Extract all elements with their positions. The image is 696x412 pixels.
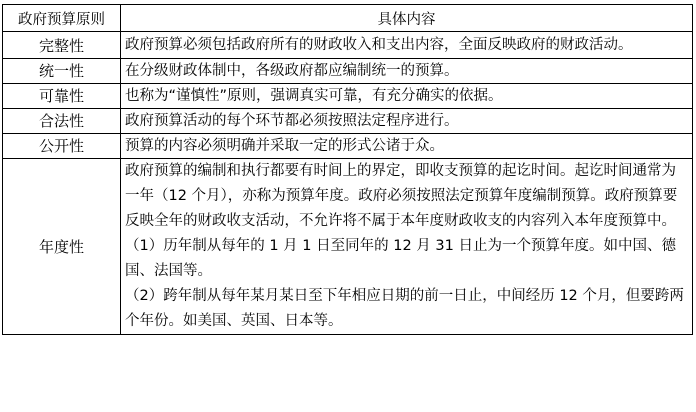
table-row-reliability — [3, 84, 693, 109]
content-cell: 也称为“谨慎性”原则，强调真实可靠，有充分确实的依据。 — [121, 84, 693, 109]
budget-principles-table — [2, 4, 693, 335]
table-row-unity — [3, 59, 693, 84]
content-cell: 在分级财政体制中，各级政府都应编制统一的预算。 — [121, 59, 693, 84]
annuality-paragraph-cross-year: （2）跨年制从每年某月某日至下年相应日期的前一日止，中间经历 12 个月，但要跨两个年份。如美国、英国、日本等。 — [125, 288, 684, 329]
table-header-row — [3, 5, 693, 32]
content-cell: 政府预算必须包括政府所有的财政收入和支出内容，全面反映政府的财政活动。 — [121, 32, 693, 59]
content-cell: 政府预算活动的每个环节都必须按照法定程序进行。 — [121, 109, 693, 134]
principle-cell: 公开性 — [3, 134, 121, 159]
header-principle: 政府预算原则 — [3, 5, 121, 32]
annuality-paragraph-calendar-year: （1）历年制从每年的 1 月 1 日至同年的 12 月 31 日止为一个预算年度。如中国、德国、法国等。 — [125, 238, 676, 279]
table-row-completeness — [3, 32, 693, 59]
table-row-legality — [3, 109, 693, 134]
principle-cell: 统一性 — [3, 59, 121, 84]
table-row-annuality — [3, 159, 693, 335]
principle-cell: 合法性 — [3, 109, 121, 134]
annuality-paragraph-main: 政府预算的编制和执行都要有时间上的界定，即收支预算的起讫时间。起讫时间通常为一年（12 个月），亦称为预算年度。政府必须按照法定预算年度编制预算。政府预算要反映全年的财政收支活动，不允许将不属于本年度财政收支的内容列入本年度预算中。 — [125, 163, 678, 229]
content-cell — [121, 159, 693, 335]
header-content: 具体内容 — [121, 5, 693, 32]
principle-cell: 年度性 — [3, 159, 121, 335]
principle-cell: 可靠性 — [3, 84, 121, 109]
table-row-openness — [3, 134, 693, 159]
principle-cell: 完整性 — [3, 32, 121, 59]
content-cell: 预算的内容必须明确并采取一定的形式公诸于众。 — [121, 134, 693, 159]
